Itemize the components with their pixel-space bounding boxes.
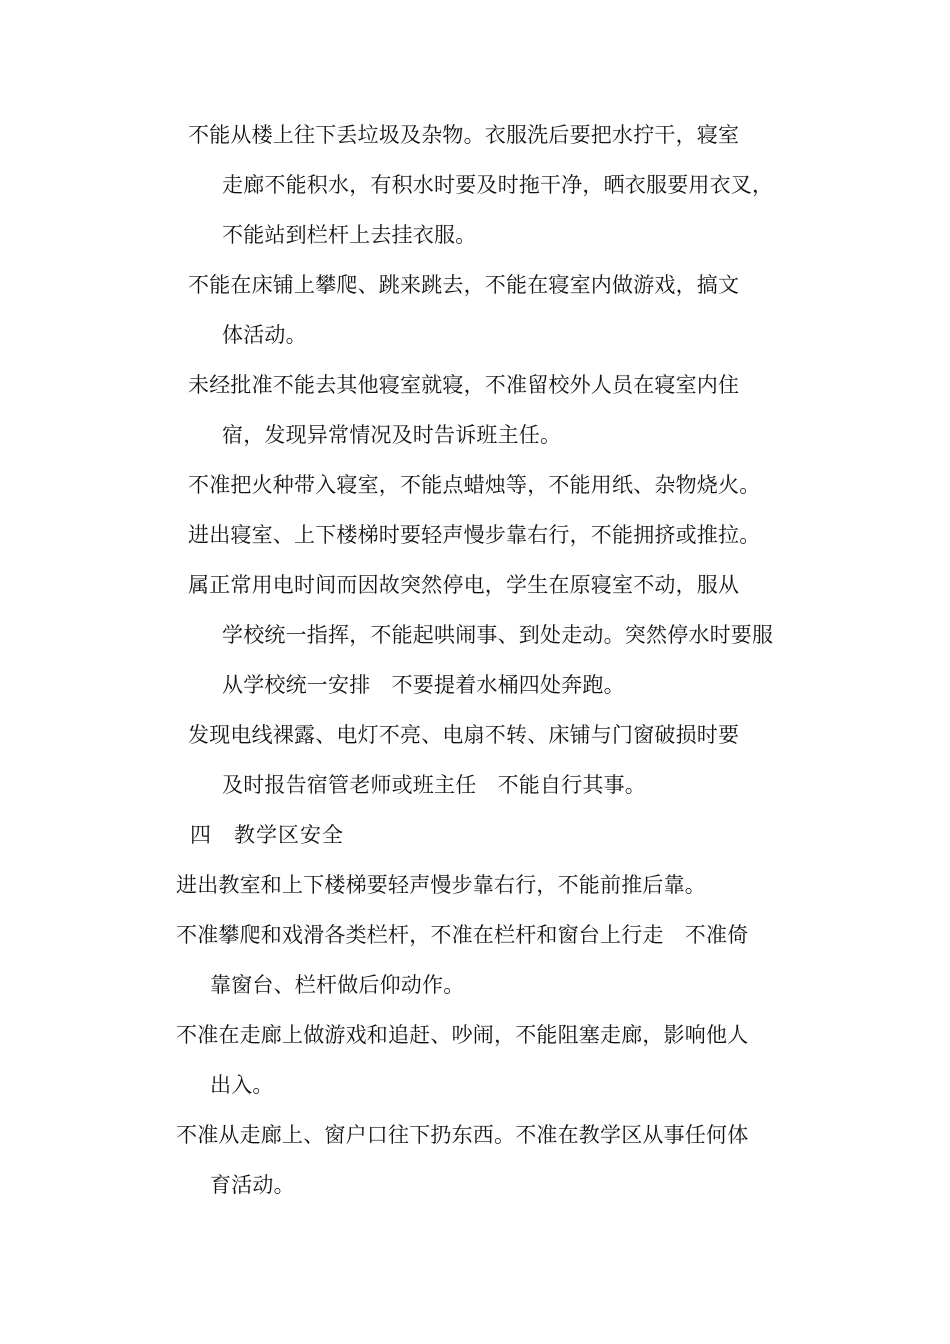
- list-item-first-line: [188, 120, 739, 150]
- list-item-first-line: [188, 520, 760, 550]
- list-item-continuation: 宿，发现异常情况及时告诉班主任。: [222, 423, 562, 447]
- list-item-text: 不能从楼上往下丢垃圾及杂物。衣服洗后要把水拧干，寝室: [188, 123, 740, 147]
- list-item-first-line: [188, 470, 760, 500]
- list-item-continuation: 不能站到栏杆上去挂衣服。: [222, 223, 477, 247]
- list-item-continuation: 学校统一指挥，不能起哄闹事、到处走动。突然停水时要服: [222, 623, 774, 647]
- list-item-first-line: [188, 370, 739, 400]
- list-item-continuation: 走廊不能积水，有积水时要及时拖干净，晒衣服要用衣叉，: [222, 173, 774, 197]
- list-item-first-line: [188, 720, 739, 750]
- list-item-continuation: 靠窗台、栏杆做后仰动作。: [210, 973, 465, 997]
- list-item-text: 属正常用电时间而因故突然停电，学生在原寝室不动，服从: [188, 573, 740, 597]
- list-item-text: 进出教室和上下楼梯要轻声慢步靠右行，不能前推后靠。: [176, 873, 706, 897]
- list-item-first-line: [176, 870, 706, 900]
- list-item-text: 发现电线裸露、电灯不亮、电扇不转、床铺与门窗破损时要: [188, 723, 740, 747]
- list-item-continuation: 出入。: [210, 1073, 274, 1097]
- list-item-text: 不准攀爬和戏滑各类栏杆，不准在栏杆和窗台上行走 不准倚: [176, 923, 749, 947]
- section-heading: 四 教学区安全: [190, 823, 344, 847]
- list-item-text: 进出寝室、上下楼梯时要轻声慢步靠右行，不能拥挤或推拉。: [188, 523, 761, 547]
- list-item-text: 未经批准不能去其他寝室就寝，不准留校外人员在寝室内住: [188, 373, 740, 397]
- list-item-continuation: 从学校统一安排 不要提着水桶四处奔跑。: [222, 673, 625, 697]
- list-item-continuation: 育活动。: [210, 1173, 295, 1197]
- list-item-first-line: [176, 1020, 748, 1050]
- list-item-text: 不准在走廊上做游戏和追赶、吵闹，不能阻塞走廊，影响他人: [176, 1023, 749, 1047]
- list-item-first-line: [188, 570, 739, 600]
- list-item-first-line: [188, 270, 739, 300]
- list-item-text: 不准从走廊上、窗户口往下扔东西。不准在教学区从事任何体: [176, 1123, 749, 1147]
- list-item-continuation: 体活动。: [222, 323, 307, 347]
- list-item-first-line: [176, 920, 748, 950]
- list-item-first-line: [176, 1120, 748, 1150]
- list-item-continuation: 及时报告宿管老师或班主任 不能自行其事。: [222, 773, 646, 797]
- list-item-text: 不准把火种带入寝室，不能点蜡烛等，不能用纸、杂物烧火。: [188, 473, 761, 497]
- list-item-text: 不能在床铺上攀爬、跳来跳去，不能在寝室内做游戏，搞文: [188, 273, 740, 297]
